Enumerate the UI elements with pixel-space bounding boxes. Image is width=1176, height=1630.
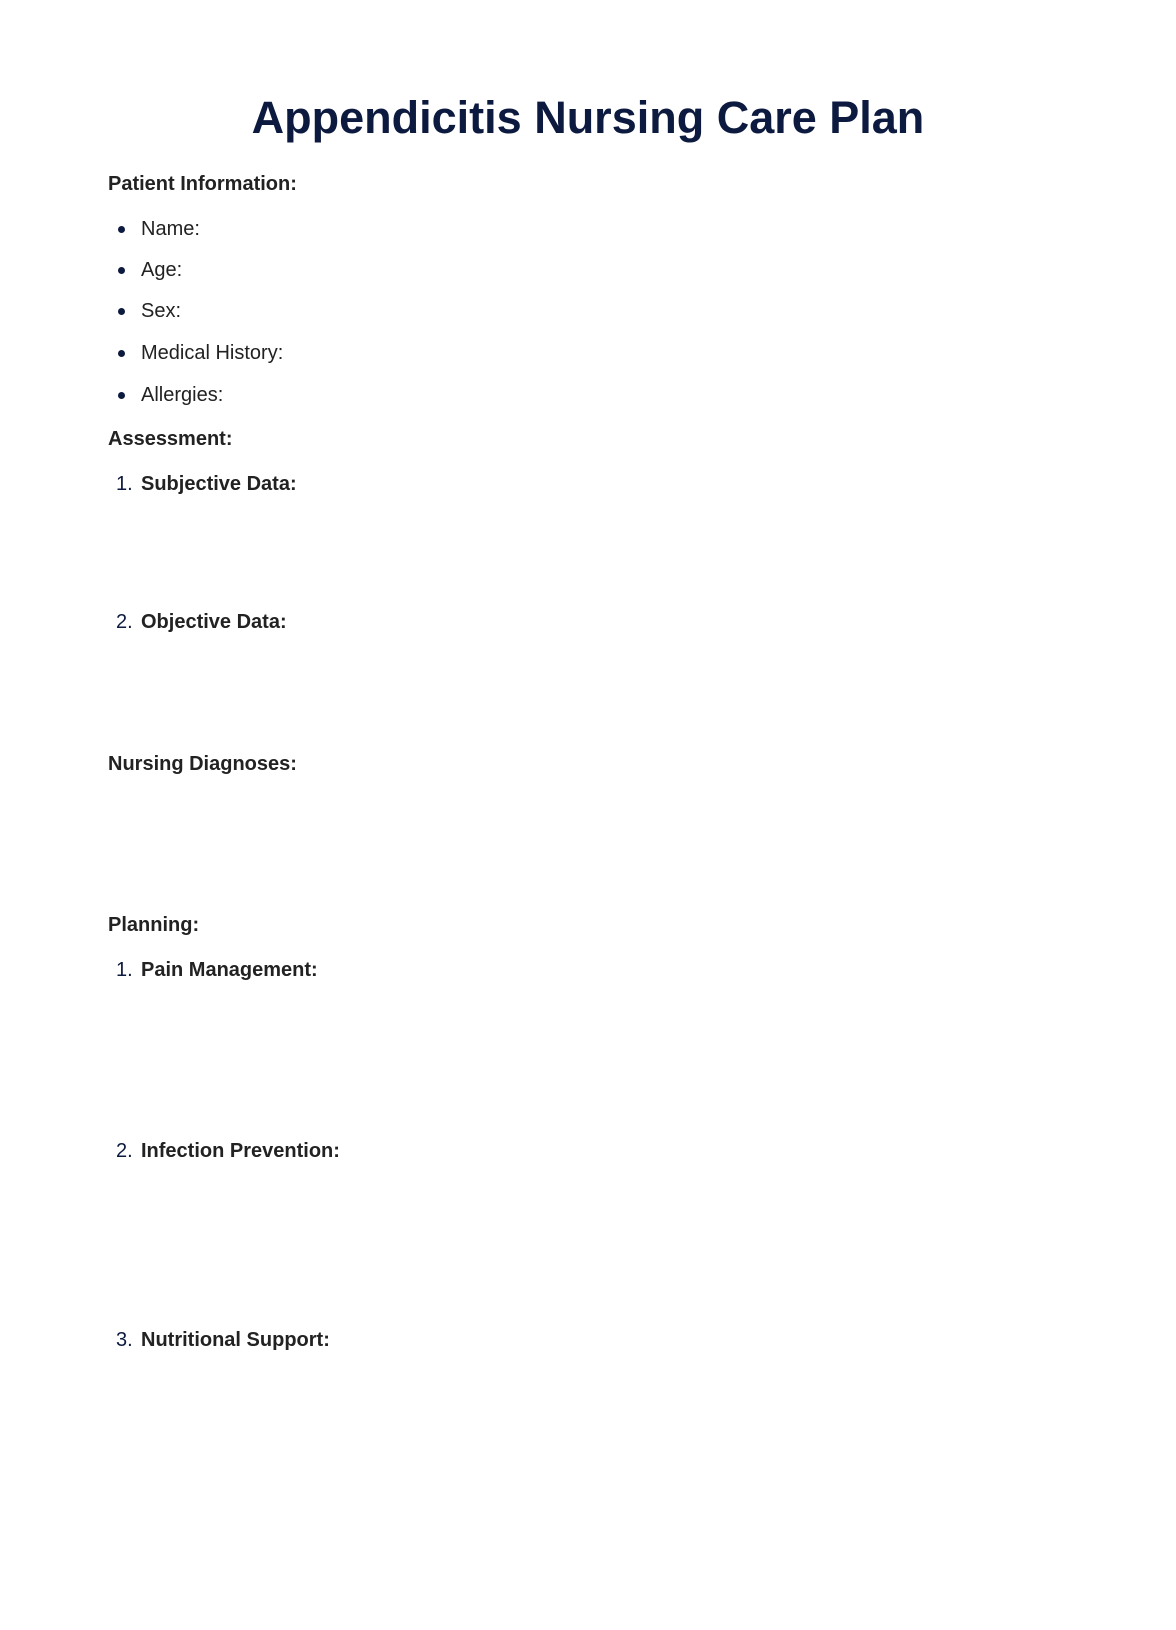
field-medical-history: Medical History: bbox=[141, 342, 284, 364]
nursing-diagnoses-heading: Nursing Diagnoses: bbox=[108, 753, 297, 775]
bullet-icon bbox=[118, 308, 125, 315]
pain-management-label: Pain Management: bbox=[141, 959, 318, 981]
field-sex: Sex: bbox=[141, 300, 182, 322]
bullet-icon bbox=[118, 226, 125, 233]
objective-data-label: Objective Data: bbox=[141, 611, 287, 633]
list-number: 2. bbox=[116, 1140, 133, 1162]
bullet-icon bbox=[118, 392, 125, 399]
list-number: 3. bbox=[116, 1329, 133, 1351]
list-number: 1. bbox=[116, 959, 133, 981]
field-name: Name: bbox=[141, 218, 200, 240]
page-title: Appendicitis Nursing Care Plan bbox=[251, 92, 925, 143]
patient-information-heading: Patient Information: bbox=[108, 173, 297, 195]
nutritional-support-label: Nutritional Support: bbox=[141, 1329, 330, 1351]
assessment-heading: Assessment: bbox=[108, 428, 233, 450]
list-number: 1. bbox=[116, 473, 133, 495]
field-age: Age: bbox=[141, 259, 183, 281]
bullet-icon bbox=[118, 267, 125, 274]
list-number: 2. bbox=[116, 611, 133, 633]
subjective-data-label: Subjective Data: bbox=[141, 473, 297, 495]
bullet-icon bbox=[118, 350, 125, 357]
field-allergies: Allergies: bbox=[141, 384, 224, 406]
planning-heading: Planning: bbox=[108, 914, 200, 936]
infection-prevention-label: Infection Prevention: bbox=[141, 1140, 340, 1162]
